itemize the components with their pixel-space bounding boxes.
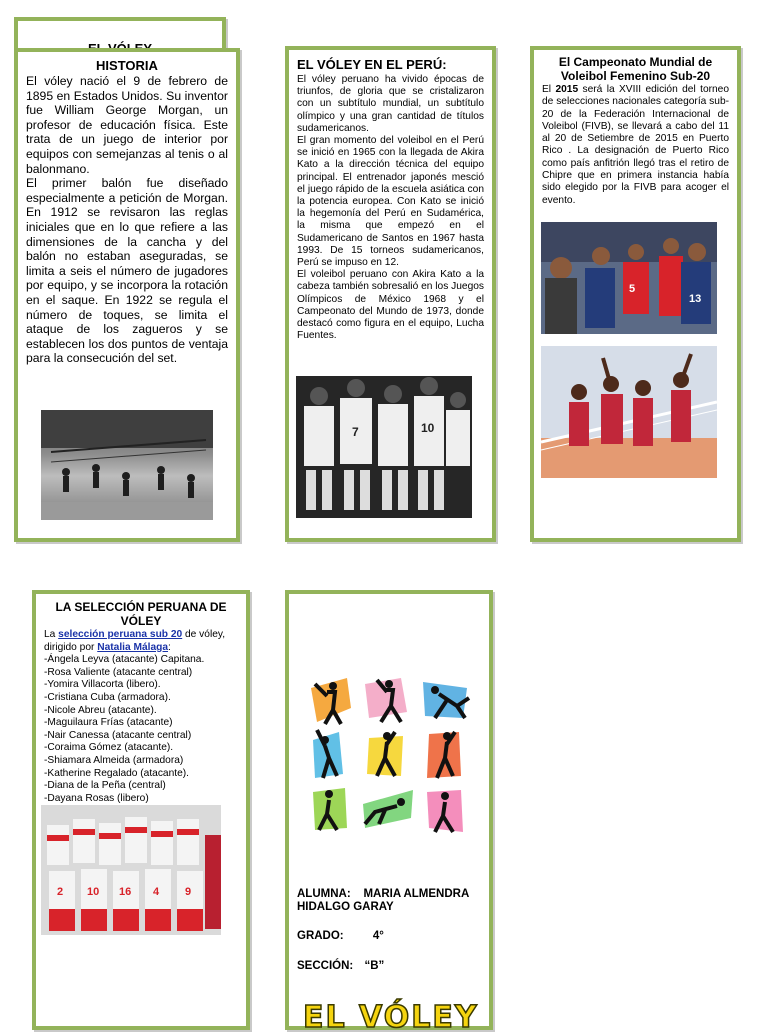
svg-text:5: 5 xyxy=(629,283,636,295)
grado-row xyxy=(297,930,384,943)
player-item: -Shiamara Almeida (armadora) xyxy=(44,754,184,766)
seleccion-intro-2: de vóley, dirigido por xyxy=(44,629,226,653)
svg-text:10: 10 xyxy=(87,886,100,898)
peru-paragraph-1: El vóley peruano ha vivido épocas de triunfos, de gloria que se cristalizaron con un subtítulo mundial, un subtítulo olímpico y una gran cantidad de títulos sudamericanos. xyxy=(297,74,484,134)
cover-panel xyxy=(285,590,493,1035)
player-item: -Ángela Leyva (atacante) Capitana. xyxy=(44,654,205,666)
seccion-label: SECCIÓN: xyxy=(297,960,354,972)
player-item: -Nair Canessa (atacante central) xyxy=(44,729,192,741)
svg-text:4: 4 xyxy=(153,886,160,898)
natalia-malaga-link[interactable]: Natalia Málaga xyxy=(97,641,169,653)
peru-paragraph-2: El gran momento del voleibol en el Perú se inició en 1965 con la llegada de Akira Kato a la dirección técnica del equipo principal. El entrenador japonés mesció el juego rápido de la escuela asiática con la potencia europea. Con Kato se inició la hegemonía del Perú en Sudamérica, la misma que empezó en el Sudamericano de Santos en 1967 hasta 1993. De 15 torneos sudamericanos, Perú se impuso en 12. xyxy=(297,135,484,269)
svg-text:7: 7 xyxy=(352,425,359,439)
mundial-year: 2015 xyxy=(555,84,579,95)
seleccion-intro-1: La xyxy=(44,629,59,640)
silhouette-6 xyxy=(427,732,461,778)
silhouette-7 xyxy=(313,788,347,830)
seleccion-team-photo xyxy=(41,805,221,935)
historia-paragraph-2: El primer balón fue diseñado especialmente a petición de Morgan. En 1912 se revisaron las reglas iniciales que en lo que refiere a las dimensiones de la cancha y del balón no estaban aseguradas, se limita a seis el número de jugadores por equipo, y se incorpora la rotación en el saque. En 1922 se regula el número de toques, se limita el ataque de los zagueros y se establecen los dos puntos de ventaja para la consecución del set. xyxy=(26,176,228,366)
volleyball-silhouettes-grid xyxy=(307,678,477,848)
silhouette-5 xyxy=(367,732,403,776)
player-item: -Katherine Regalado (atacante). xyxy=(44,767,189,779)
historia-paragraph-1: El vóley nació el 9 de febrero de 1895 en Estados Unidos. Su inventor fue William George Morgan, un profesor de educación física. Este trata de un juego de interior por equipos con semejanzas al tenis o al balonmano. xyxy=(26,74,228,176)
mundial-panel xyxy=(530,46,741,542)
mundial-paragraph xyxy=(542,84,729,207)
player-item: -Coraima Gómez (atacante). xyxy=(44,742,174,754)
mundial-title: El Campeonato Mundial de Voleibol Femenino Sub-20 xyxy=(558,55,713,83)
seleccion-panel xyxy=(32,590,250,1030)
historia-panel xyxy=(14,48,240,542)
svg-text:10: 10 xyxy=(421,421,435,435)
peru-paragraph-3: El voleibol peruano con Akira Kato a la cabeza también sobresalió en los Juegos Olímpicos de México 1968 y el Campeonato del Mundo de 1973, donde destacó como figura en el equipo, Lucha Fuentes. xyxy=(297,269,484,342)
alumna-row xyxy=(297,888,487,914)
peru-squad-illustration xyxy=(41,805,221,935)
svg-text:2: 2 xyxy=(57,886,64,898)
peru-team-photo xyxy=(296,376,472,518)
peru-team-illustration xyxy=(296,376,472,518)
mundial-pre: El xyxy=(542,84,556,95)
player-item: -Nicole Abreu (atacante). xyxy=(44,704,157,716)
player-item: -Maguilaura Frías (atacante) xyxy=(44,717,173,729)
peru-panel xyxy=(285,46,496,542)
player-item: -Diana de la Peña (central) xyxy=(44,780,166,792)
player-item: -Yomira Villacorta (libero). xyxy=(44,679,161,691)
silhouette-3 xyxy=(423,682,469,718)
player-item: -Cristiana Cuba (armadora). xyxy=(44,691,171,703)
mundial-team-photo-2 xyxy=(541,346,717,478)
silhouette-1 xyxy=(311,678,351,724)
seleccion-title: LA SELECCIÓN PERUANA DE VÓLEY xyxy=(55,600,227,628)
silhouette-8 xyxy=(363,790,413,828)
historia-historic-photo xyxy=(41,410,213,520)
mundial-body: será la XVIII edición del torneo de selecciones nacionales categoría sub-20 de la Federación Internacional de Voleibol (FIVB), se llevará a cabo del 11 al 20 de Setiembre de 2015 en Puerto Rico . La designación de Puerto Rico como país anfitrión llegó tras el retiro de Chipre que en primera instancia había sido elegido por la FIVB para acoger el evento. xyxy=(542,84,730,206)
player-list xyxy=(44,654,238,805)
svg-text:16: 16 xyxy=(119,886,132,898)
seccion-row xyxy=(297,960,384,973)
svg-text:9: 9 xyxy=(185,886,192,898)
mundial-team-photo-1 xyxy=(541,222,717,334)
svg-text:13: 13 xyxy=(689,293,702,305)
team-huddle-illustration xyxy=(541,222,717,334)
silhouette-9 xyxy=(427,790,463,832)
silhouette-2 xyxy=(365,678,407,722)
seleccion-intro-3: : xyxy=(168,641,171,653)
peru-title: EL VÓLEY EN EL PERÚ: xyxy=(297,57,447,72)
historia-title: HISTORIA xyxy=(96,58,158,73)
seccion-value: “B” xyxy=(364,960,385,972)
cover-logo-title: EL VÓLEY xyxy=(303,1000,479,1035)
player-item: -Dayana Rosas (libero) xyxy=(44,792,149,804)
seleccion-sub20-link[interactable]: selección peruana sub 20 xyxy=(58,629,183,640)
player-item: -Rosa Valiente (atacante central) xyxy=(44,666,193,678)
silhouette-4 xyxy=(313,730,343,778)
historic-match-illustration xyxy=(41,410,213,520)
alumna-value: MARIA ALMENDRA HIDALGO GARAY xyxy=(297,888,469,913)
team-celebration-illustration xyxy=(541,346,717,478)
seleccion-intro xyxy=(44,629,238,654)
alumna-label: ALUMNA: xyxy=(297,888,351,900)
grado-value: 4° xyxy=(372,930,384,942)
grado-label: GRADO: xyxy=(297,930,344,942)
